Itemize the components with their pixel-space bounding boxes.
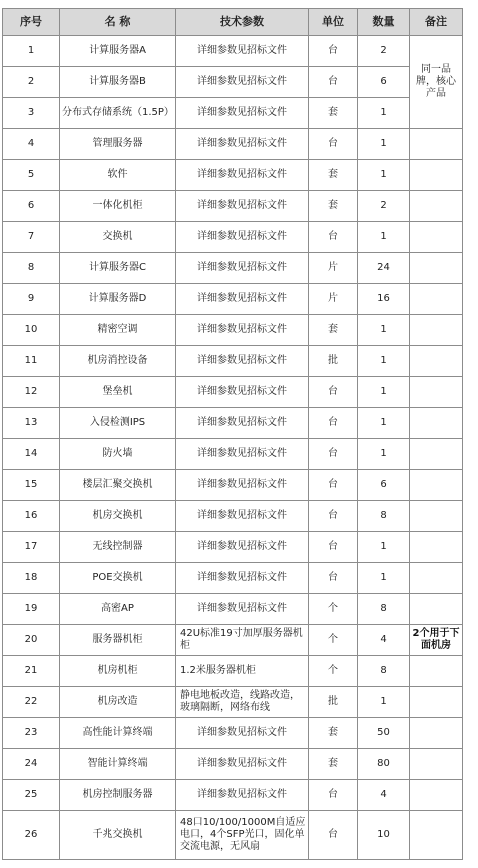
cell-note: [410, 377, 463, 408]
cell-name: 计算服务器D: [60, 284, 176, 315]
table-row: [3, 284, 463, 315]
cell-note: [410, 439, 463, 470]
cell-no: 26: [3, 811, 60, 860]
cell-no: 25: [3, 780, 60, 811]
cell-qty: 1: [358, 377, 410, 408]
cell-unit: 套: [309, 718, 358, 749]
cell-qty: 1: [358, 346, 410, 377]
table-row: [3, 532, 463, 563]
cell-unit: 片: [309, 253, 358, 284]
cell-param: 详细参数见招标文件: [176, 253, 309, 284]
cell-note: [410, 284, 463, 315]
cell-param: 详细参数见招标文件: [176, 129, 309, 160]
cell-note: [410, 315, 463, 346]
cell-name: 分布式存储系统（1.5P）: [60, 98, 176, 129]
cell-unit: 批: [309, 346, 358, 377]
cell-param: 详细参数见招标文件: [176, 98, 309, 129]
table-row: [3, 408, 463, 439]
cell-param: 详细参数见招标文件: [176, 160, 309, 191]
cell-qty: 1: [358, 222, 410, 253]
cell-note: [410, 811, 463, 860]
cell-name: 楼层汇聚交换机: [60, 470, 176, 501]
cell-no: 15: [3, 470, 60, 501]
cell-qty: 1: [358, 98, 410, 129]
cell-name: POE交换机: [60, 563, 176, 594]
cell-param: 42U标准19寸加厚服务器机柜: [176, 625, 309, 656]
cell-note: [410, 408, 463, 439]
cell-unit: 台: [309, 67, 358, 98]
cell-unit: 个: [309, 594, 358, 625]
cell-unit: 台: [309, 501, 358, 532]
cell-no: 18: [3, 563, 60, 594]
cell-param: 1.2米服务器机柜: [176, 656, 309, 687]
cell-name: 入侵检测IPS: [60, 408, 176, 439]
table-row: [3, 656, 463, 687]
table-row: [3, 191, 463, 222]
cell-no: 1: [3, 36, 60, 67]
cell-qty: 16: [358, 284, 410, 315]
cell-unit: 台: [309, 532, 358, 563]
cell-param: 详细参数见招标文件: [176, 36, 309, 67]
table-row: [3, 594, 463, 625]
cell-name: 一体化机柜: [60, 191, 176, 222]
cell-unit: 套: [309, 160, 358, 191]
cell-no: 20: [3, 625, 60, 656]
cell-no: 10: [3, 315, 60, 346]
table-row: [3, 67, 463, 98]
cell-param: 静电地板改造，线路改造，玻璃隔断，网络布线: [176, 687, 309, 718]
cell-no: 13: [3, 408, 60, 439]
cell-qty: 1: [358, 408, 410, 439]
cell-unit: 台: [309, 408, 358, 439]
cell-note: 2个用于下面机房: [410, 625, 463, 656]
cell-no: 17: [3, 532, 60, 563]
cell-qty: 8: [358, 501, 410, 532]
table-row: [3, 780, 463, 811]
cell-note: [410, 222, 463, 253]
cell-qty: 1: [358, 129, 410, 160]
table-row: [3, 160, 463, 191]
cell-no: 21: [3, 656, 60, 687]
cell-param: 详细参数见招标文件: [176, 408, 309, 439]
table-row: [3, 625, 463, 656]
cell-unit: 台: [309, 129, 358, 160]
cell-no: 8: [3, 253, 60, 284]
cell-qty: 2: [358, 191, 410, 222]
table-row: [3, 501, 463, 532]
equipment-table-container: [2, 8, 462, 860]
cell-note: [410, 780, 463, 811]
cell-name: 机房控制服务器: [60, 780, 176, 811]
table-row: [3, 563, 463, 594]
cell-no: 2: [3, 67, 60, 98]
cell-unit: 个: [309, 656, 358, 687]
cell-no: 14: [3, 439, 60, 470]
cell-unit: 个: [309, 625, 358, 656]
cell-name: 无线控制器: [60, 532, 176, 563]
cell-qty: 24: [358, 253, 410, 284]
cell-qty: 1: [358, 532, 410, 563]
table-header-row: [3, 9, 463, 36]
cell-qty: 8: [358, 594, 410, 625]
cell-no: 6: [3, 191, 60, 222]
cell-name: 计算服务器A: [60, 36, 176, 67]
cell-name: 交换机: [60, 222, 176, 253]
cell-note: [410, 718, 463, 749]
table-row: [3, 470, 463, 501]
cell-qty: 1: [358, 315, 410, 346]
cell-note: [410, 129, 463, 160]
cell-qty: 1: [358, 563, 410, 594]
cell-name: 高密AP: [60, 594, 176, 625]
cell-unit: 批: [309, 687, 358, 718]
cell-qty: 8: [358, 656, 410, 687]
cell-note: [410, 346, 463, 377]
cell-param: 详细参数见招标文件: [176, 780, 309, 811]
cell-param: 详细参数见招标文件: [176, 594, 309, 625]
table-row: [3, 253, 463, 284]
cell-name: 高性能计算终端: [60, 718, 176, 749]
cell-name: 堡垒机: [60, 377, 176, 408]
cell-name: 管理服务器: [60, 129, 176, 160]
header-name: 名 称: [60, 9, 176, 36]
cell-no: 7: [3, 222, 60, 253]
cell-param: 详细参数见招标文件: [176, 718, 309, 749]
cell-qty: 80: [358, 749, 410, 780]
cell-param: 详细参数见招标文件: [176, 315, 309, 346]
cell-qty: 10: [358, 811, 410, 860]
table-row: [3, 346, 463, 377]
cell-qty: 1: [358, 160, 410, 191]
cell-no: 9: [3, 284, 60, 315]
cell-unit: 台: [309, 439, 358, 470]
cell-note: [410, 470, 463, 501]
table-row: [3, 749, 463, 780]
table-row: [3, 439, 463, 470]
cell-no: 16: [3, 501, 60, 532]
equipment-table: [2, 8, 463, 860]
cell-note: [410, 749, 463, 780]
cell-unit: 套: [309, 315, 358, 346]
table-row: [3, 377, 463, 408]
cell-param: 详细参数见招标文件: [176, 222, 309, 253]
cell-no: 11: [3, 346, 60, 377]
cell-unit: 台: [309, 563, 358, 594]
cell-unit: 台: [309, 222, 358, 253]
table-row: [3, 811, 463, 860]
cell-name: 机房消控设备: [60, 346, 176, 377]
header-param: 技术参数: [176, 9, 309, 36]
table-row: [3, 687, 463, 718]
header-qty: 数量: [358, 9, 410, 36]
cell-name: 服务器机柜: [60, 625, 176, 656]
cell-unit: 台: [309, 377, 358, 408]
cell-name: 精密空调: [60, 315, 176, 346]
header-no: 序号: [3, 9, 60, 36]
table-row: [3, 222, 463, 253]
cell-qty: 1: [358, 687, 410, 718]
cell-qty: 4: [358, 625, 410, 656]
cell-name: 千兆交换机: [60, 811, 176, 860]
cell-name: 软件: [60, 160, 176, 191]
cell-no: 19: [3, 594, 60, 625]
cell-qty: 2: [358, 36, 410, 67]
cell-note: [410, 656, 463, 687]
cell-qty: 6: [358, 470, 410, 501]
cell-note: [410, 501, 463, 532]
cell-param: 48口10/100/1000M自适应电口，4个SFP光口，固化单交流电源，无风扇: [176, 811, 309, 860]
cell-param: 详细参数见招标文件: [176, 501, 309, 532]
cell-no: 4: [3, 129, 60, 160]
cell-name: 计算服务器C: [60, 253, 176, 284]
table-body: [3, 36, 463, 860]
cell-param: 详细参数见招标文件: [176, 470, 309, 501]
cell-note: [410, 253, 463, 284]
cell-qty: 50: [358, 718, 410, 749]
cell-note: [410, 160, 463, 191]
cell-param: 详细参数见招标文件: [176, 67, 309, 98]
cell-param: 详细参数见招标文件: [176, 191, 309, 222]
cell-note: [410, 594, 463, 625]
cell-unit: 台: [309, 36, 358, 67]
cell-unit: 套: [309, 749, 358, 780]
cell-unit: 片: [309, 284, 358, 315]
cell-note-merged: 同一品牌，核心产品: [410, 36, 463, 129]
cell-param: 详细参数见招标文件: [176, 284, 309, 315]
cell-param: 详细参数见招标文件: [176, 346, 309, 377]
cell-note: [410, 191, 463, 222]
table-row: [3, 129, 463, 160]
cell-note: [410, 532, 463, 563]
cell-param: 详细参数见招标文件: [176, 439, 309, 470]
table-row: [3, 98, 463, 129]
cell-note: [410, 563, 463, 594]
cell-no: 23: [3, 718, 60, 749]
cell-name: 机房改造: [60, 687, 176, 718]
cell-unit: 台: [309, 780, 358, 811]
cell-no: 5: [3, 160, 60, 191]
cell-no: 24: [3, 749, 60, 780]
cell-name: 机房机柜: [60, 656, 176, 687]
header-note: 备注: [410, 9, 463, 36]
cell-qty: 6: [358, 67, 410, 98]
cell-name: 机房交换机: [60, 501, 176, 532]
cell-param: 详细参数见招标文件: [176, 749, 309, 780]
header-unit: 单位: [309, 9, 358, 36]
cell-unit: 台: [309, 811, 358, 860]
cell-param: 详细参数见招标文件: [176, 532, 309, 563]
cell-no: 22: [3, 687, 60, 718]
table-row: [3, 718, 463, 749]
cell-param: 详细参数见招标文件: [176, 377, 309, 408]
cell-note: [410, 687, 463, 718]
table-row: [3, 315, 463, 346]
cell-no: 12: [3, 377, 60, 408]
cell-unit: 套: [309, 98, 358, 129]
cell-name: 防火墙: [60, 439, 176, 470]
cell-unit: 套: [309, 191, 358, 222]
cell-unit: 台: [309, 470, 358, 501]
cell-name: 智能计算终端: [60, 749, 176, 780]
cell-qty: 4: [358, 780, 410, 811]
table-row: [3, 36, 463, 67]
cell-param: 详细参数见招标文件: [176, 563, 309, 594]
cell-name: 计算服务器B: [60, 67, 176, 98]
cell-no: 3: [3, 98, 60, 129]
cell-qty: 1: [358, 439, 410, 470]
